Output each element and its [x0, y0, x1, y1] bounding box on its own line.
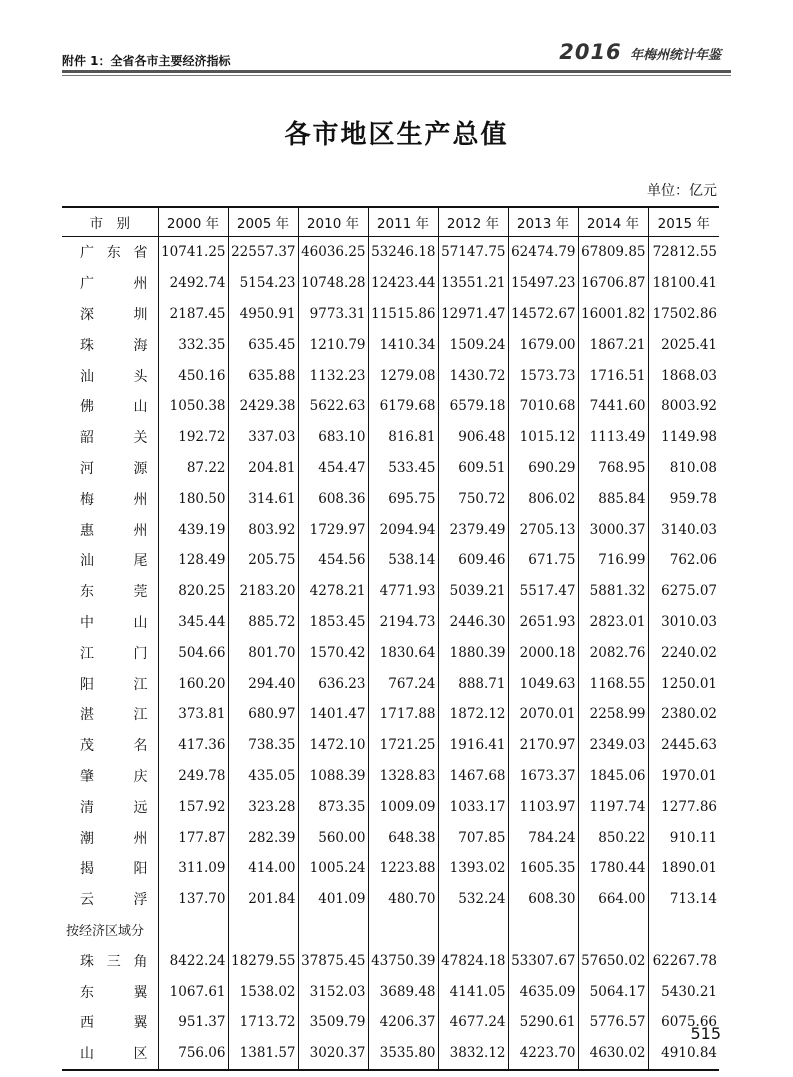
gdp-value: 2187.45 — [158, 299, 228, 330]
gdp-value: 1538.02 — [228, 976, 298, 1007]
gdp-value: 1103.97 — [508, 791, 578, 822]
table-row — [62, 761, 719, 792]
header-rule — [62, 70, 731, 73]
gdp-value: 636.23 — [298, 668, 368, 699]
gdp-value: 18100.41 — [648, 268, 719, 299]
page-number: 515 — [690, 1024, 721, 1043]
gdp-value: 4677.24 — [438, 1007, 508, 1038]
column-header: 2015 年 — [648, 207, 719, 237]
gdp-value: 3832.12 — [438, 1038, 508, 1070]
gdp-value: 16706.87 — [578, 268, 648, 299]
gdp-value: 1729.97 — [298, 514, 368, 545]
region-name: 东莞 — [80, 584, 148, 601]
gdp-value: 205.75 — [228, 545, 298, 576]
gdp-value: 4950.91 — [228, 299, 298, 330]
gdp-value: 1717.88 — [368, 699, 438, 730]
column-header: 2005 年 — [228, 207, 298, 237]
gdp-value: 13551.21 — [438, 268, 508, 299]
empty-cell — [578, 915, 648, 946]
gdp-value: 4223.70 — [508, 1038, 578, 1070]
gdp-value: 1113.49 — [578, 422, 648, 453]
gdp-value: 1605.35 — [508, 853, 578, 884]
gdp-value: 784.24 — [508, 822, 578, 853]
gdp-value: 816.81 — [368, 422, 438, 453]
gdp-value: 885.72 — [228, 607, 298, 638]
column-header: 2013 年 — [508, 207, 578, 237]
gdp-value: 1830.64 — [368, 637, 438, 668]
gdp-value: 9773.31 — [298, 299, 368, 330]
unit-label: 单位：亿元 — [647, 183, 717, 199]
gdp-value: 160.20 — [158, 668, 228, 699]
gdp-value: 137.70 — [158, 884, 228, 915]
gdp-value: 4278.21 — [298, 576, 368, 607]
table-row — [62, 822, 719, 853]
gdp-value: 1009.09 — [368, 791, 438, 822]
gdp-value: 192.72 — [158, 422, 228, 453]
section-label: 按经济区域分 — [66, 924, 145, 940]
gdp-value: 1210.79 — [298, 329, 368, 360]
gdp-value: 157.92 — [158, 791, 228, 822]
gdp-value: 762.06 — [648, 545, 719, 576]
gdp-value: 5776.57 — [578, 1007, 648, 1038]
gdp-value: 7010.68 — [508, 391, 578, 422]
gdp-value: 635.88 — [228, 360, 298, 391]
gdp-value: 713.14 — [648, 884, 719, 915]
gdp-value: 2349.03 — [578, 730, 648, 761]
gdp-value: 2025.41 — [648, 329, 719, 360]
gdp-value: 454.47 — [298, 453, 368, 484]
table-row — [62, 422, 719, 453]
gdp-value: 1679.00 — [508, 329, 578, 360]
gdp-value: 15497.23 — [508, 268, 578, 299]
gdp-value: 6179.68 — [368, 391, 438, 422]
gdp-value: 1872.12 — [438, 699, 508, 730]
gdp-value: 314.61 — [228, 483, 298, 514]
gdp-value: 5517.47 — [508, 576, 578, 607]
gdp-value: 57147.75 — [438, 237, 508, 268]
gdp-value: 1381.57 — [228, 1038, 298, 1070]
empty-cell — [648, 915, 719, 946]
table-row — [62, 329, 719, 360]
gdp-value: 5430.21 — [648, 976, 719, 1007]
region-name: 云浮 — [80, 892, 148, 909]
gdp-value: 5881.32 — [578, 576, 648, 607]
gdp-value: 3152.03 — [298, 976, 368, 1007]
gdp-value: 1430.72 — [438, 360, 508, 391]
empty-cell — [438, 915, 508, 946]
gdp-value: 47824.18 — [438, 945, 508, 976]
gdp-value: 767.24 — [368, 668, 438, 699]
gdp-value: 1223.88 — [368, 853, 438, 884]
gdp-value: 2379.49 — [438, 514, 508, 545]
gdp-value: 1149.98 — [648, 422, 719, 453]
gdp-value: 1410.34 — [368, 329, 438, 360]
gdp-value: 7441.60 — [578, 391, 648, 422]
gdp-value: 43750.39 — [368, 945, 438, 976]
gdp-value: 1005.24 — [298, 853, 368, 884]
gdp-value: 46036.25 — [298, 237, 368, 268]
gdp-value: 401.09 — [298, 884, 368, 915]
gdp-value: 128.49 — [158, 545, 228, 576]
empty-cell — [228, 915, 298, 946]
gdp-value: 53246.18 — [368, 237, 438, 268]
region-name: 河源 — [80, 460, 148, 477]
gdp-value: 8003.92 — [648, 391, 719, 422]
gdp-value: 4630.02 — [578, 1038, 648, 1070]
region-name: 清远 — [80, 799, 148, 816]
table-row — [62, 668, 719, 699]
gdp-value: 2258.99 — [578, 699, 648, 730]
gdp-value: 16001.82 — [578, 299, 648, 330]
table-row — [62, 299, 719, 330]
table-row — [62, 976, 719, 1007]
gdp-value: 1277.86 — [648, 791, 719, 822]
gdp-value: 1033.17 — [438, 791, 508, 822]
gdp-value: 2651.93 — [508, 607, 578, 638]
gdp-value: 803.92 — [228, 514, 298, 545]
gdp-value: 1716.51 — [578, 360, 648, 391]
gdp-value: 680.97 — [228, 699, 298, 730]
gdp-value: 2445.63 — [648, 730, 719, 761]
gdp-value: 480.70 — [368, 884, 438, 915]
gdp-value: 1401.47 — [298, 699, 368, 730]
section-row — [62, 915, 719, 946]
gdp-value: 414.00 — [228, 853, 298, 884]
gdp-value: 1197.74 — [578, 791, 648, 822]
gdp-value: 801.70 — [228, 637, 298, 668]
gdp-value: 609.51 — [438, 453, 508, 484]
gdp-value: 5290.61 — [508, 1007, 578, 1038]
gdp-value: 1328.83 — [368, 761, 438, 792]
table-header-row — [62, 207, 719, 237]
gdp-value: 1673.37 — [508, 761, 578, 792]
page-title: 各市地区生产总值 — [284, 120, 509, 150]
gdp-value: 906.48 — [438, 422, 508, 453]
column-header: 2010 年 — [298, 207, 368, 237]
gdp-value: 1472.10 — [298, 730, 368, 761]
gdp-value: 1015.12 — [508, 422, 578, 453]
gdp-value: 4635.09 — [508, 976, 578, 1007]
gdp-value: 5039.21 — [438, 576, 508, 607]
empty-cell — [368, 915, 438, 946]
region-name: 西翼 — [80, 1015, 148, 1032]
gdp-value: 10741.25 — [158, 237, 228, 268]
gdp-value: 1721.25 — [368, 730, 438, 761]
empty-cell — [508, 915, 578, 946]
gdp-value: 648.38 — [368, 822, 438, 853]
gdp-value: 2000.18 — [508, 637, 578, 668]
gdp-value: 1132.23 — [298, 360, 368, 391]
gdp-value: 951.37 — [158, 1007, 228, 1038]
gdp-value: 1279.08 — [368, 360, 438, 391]
region-name: 深圳 — [80, 306, 148, 323]
gdp-value: 2082.76 — [578, 637, 648, 668]
gdp-value: 53307.67 — [508, 945, 578, 976]
table-row — [62, 391, 719, 422]
table-row — [62, 1038, 719, 1070]
region-name: 汕头 — [80, 368, 148, 385]
column-header: 2014 年 — [578, 207, 648, 237]
gdp-value: 8422.24 — [158, 945, 228, 976]
gdp-value: 1713.72 — [228, 1007, 298, 1038]
empty-cell — [158, 915, 228, 946]
gdp-value: 4771.93 — [368, 576, 438, 607]
region-name: 惠州 — [80, 522, 148, 539]
gdp-value: 5622.63 — [298, 391, 368, 422]
gdp-value: 249.78 — [158, 761, 228, 792]
gdp-value: 2380.02 — [648, 699, 719, 730]
region-name: 汕尾 — [80, 553, 148, 570]
gdp-value: 12971.47 — [438, 299, 508, 330]
gdp-value: 1393.02 — [438, 853, 508, 884]
gdp-value: 532.24 — [438, 884, 508, 915]
column-header: 2012 年 — [438, 207, 508, 237]
gdp-value: 888.71 — [438, 668, 508, 699]
region-name: 阳江 — [80, 676, 148, 693]
table-row — [62, 637, 719, 668]
gdp-value: 1250.01 — [648, 668, 719, 699]
gdp-value: 1970.01 — [648, 761, 719, 792]
gdp-value: 2705.13 — [508, 514, 578, 545]
table-row — [62, 268, 719, 299]
table-body — [62, 237, 719, 1070]
gdp-value: 311.09 — [158, 853, 228, 884]
table-row — [62, 884, 719, 915]
region-name: 山区 — [62, 1038, 158, 1070]
gdp-value: 806.02 — [508, 483, 578, 514]
table-row — [62, 514, 719, 545]
gdp-value: 337.03 — [228, 422, 298, 453]
gdp-value: 62267.78 — [648, 945, 719, 976]
gdp-value: 1088.39 — [298, 761, 368, 792]
gdp-value: 707.85 — [438, 822, 508, 853]
gdp-value: 1916.41 — [438, 730, 508, 761]
gdp-value: 345.44 — [158, 607, 228, 638]
gdp-value: 1853.45 — [298, 607, 368, 638]
region-name: 肇庆 — [80, 768, 148, 785]
table-row — [62, 360, 719, 391]
gdp-value: 2240.02 — [648, 637, 719, 668]
table-row — [62, 483, 719, 514]
gdp-value: 1067.61 — [158, 976, 228, 1007]
table-row — [62, 453, 719, 484]
gdp-value: 538.14 — [368, 545, 438, 576]
gdp-value: 2070.01 — [508, 699, 578, 730]
gdp-value: 873.35 — [298, 791, 368, 822]
gdp-value: 1780.44 — [578, 853, 648, 884]
gdp-table — [62, 206, 719, 1071]
gdp-value: 450.16 — [158, 360, 228, 391]
gdp-value: 4910.84 — [648, 1038, 719, 1070]
gdp-value: 72812.55 — [648, 237, 719, 268]
gdp-value: 332.35 — [158, 329, 228, 360]
gdp-value: 373.81 — [158, 699, 228, 730]
gdp-value: 10748.28 — [298, 268, 368, 299]
gdp-value: 14572.67 — [508, 299, 578, 330]
gdp-value: 2429.38 — [228, 391, 298, 422]
table-row — [62, 576, 719, 607]
empty-cell — [298, 915, 368, 946]
gdp-value: 533.45 — [368, 453, 438, 484]
gdp-value: 1880.39 — [438, 637, 508, 668]
region-name: 江门 — [80, 645, 148, 662]
running-header-left: 附件 1：全省各市主要经济指标 — [62, 54, 231, 68]
gdp-value: 608.36 — [298, 483, 368, 514]
gdp-value: 1049.63 — [508, 668, 578, 699]
table-row — [62, 791, 719, 822]
region-name: 广东省 — [80, 245, 148, 262]
gdp-value: 417.36 — [158, 730, 228, 761]
table-row — [62, 699, 719, 730]
region-name: 揭阳 — [80, 861, 148, 878]
gdp-value: 454.56 — [298, 545, 368, 576]
running-header-right — [559, 40, 721, 64]
gdp-value: 504.66 — [158, 637, 228, 668]
table-row — [62, 945, 719, 976]
gdp-value: 768.95 — [578, 453, 648, 484]
gdp-value: 3140.03 — [648, 514, 719, 545]
gdp-value: 810.08 — [648, 453, 719, 484]
gdp-value: 664.00 — [578, 884, 648, 915]
gdp-value: 37875.45 — [298, 945, 368, 976]
region-name: 潮州 — [80, 830, 148, 847]
region-name: 珠海 — [80, 337, 148, 354]
gdp-value: 3535.80 — [368, 1038, 438, 1070]
gdp-value: 2183.20 — [228, 576, 298, 607]
gdp-value: 560.00 — [298, 822, 368, 853]
gdp-value: 12423.44 — [368, 268, 438, 299]
gdp-value: 282.39 — [228, 822, 298, 853]
yearbook-name: 年梅州统计年鉴 — [629, 48, 721, 63]
gdp-value: 683.10 — [298, 422, 368, 453]
gdp-value: 671.75 — [508, 545, 578, 576]
gdp-value: 439.19 — [158, 514, 228, 545]
gdp-value: 1050.38 — [158, 391, 228, 422]
gdp-value: 1467.68 — [438, 761, 508, 792]
gdp-value: 4141.05 — [438, 976, 508, 1007]
gdp-value: 1868.03 — [648, 360, 719, 391]
gdp-value: 850.22 — [578, 822, 648, 853]
gdp-value: 6579.18 — [438, 391, 508, 422]
gdp-value: 204.81 — [228, 453, 298, 484]
gdp-value: 201.84 — [228, 884, 298, 915]
region-name: 佛山 — [80, 399, 148, 416]
region-name: 广州 — [80, 276, 148, 293]
gdp-value: 820.25 — [158, 576, 228, 607]
gdp-value: 695.75 — [368, 483, 438, 514]
header-rule-thin — [62, 75, 731, 76]
gdp-value: 2194.73 — [368, 607, 438, 638]
gdp-value: 11515.86 — [368, 299, 438, 330]
gdp-value: 3689.48 — [368, 976, 438, 1007]
gdp-value: 959.78 — [648, 483, 719, 514]
gdp-value: 1509.24 — [438, 329, 508, 360]
gdp-value: 3010.03 — [648, 607, 719, 638]
gdp-value: 5154.23 — [228, 268, 298, 299]
table-row — [62, 545, 719, 576]
table-row — [62, 853, 719, 884]
column-header: 2011 年 — [368, 207, 438, 237]
gdp-value: 750.72 — [438, 483, 508, 514]
gdp-value: 2492.74 — [158, 268, 228, 299]
gdp-value: 177.87 — [158, 822, 228, 853]
table-row — [62, 730, 719, 761]
gdp-value: 67809.85 — [578, 237, 648, 268]
region-name: 梅州 — [80, 491, 148, 508]
region-name: 中山 — [80, 614, 148, 631]
gdp-value: 2823.01 — [578, 607, 648, 638]
gdp-value: 1845.06 — [578, 761, 648, 792]
gdp-value: 22557.37 — [228, 237, 298, 268]
gdp-value: 87.22 — [158, 453, 228, 484]
gdp-value: 3020.37 — [298, 1038, 368, 1070]
gdp-value: 6275.07 — [648, 576, 719, 607]
yearbook-year: 2016 — [559, 40, 622, 64]
gdp-value: 738.35 — [228, 730, 298, 761]
region-name: 东翼 — [80, 984, 148, 1001]
gdp-value: 3000.37 — [578, 514, 648, 545]
gdp-value: 910.11 — [648, 822, 719, 853]
region-name: 珠三角 — [80, 953, 148, 970]
gdp-value: 294.40 — [228, 668, 298, 699]
gdp-value: 608.30 — [508, 884, 578, 915]
gdp-value: 1573.73 — [508, 360, 578, 391]
region-name: 韶关 — [80, 430, 148, 447]
table-row — [62, 237, 719, 268]
gdp-value: 885.84 — [578, 483, 648, 514]
column-header: 市 别 — [62, 207, 158, 237]
gdp-value: 2446.30 — [438, 607, 508, 638]
gdp-value: 6075.66 — [648, 1007, 719, 1038]
gdp-value: 1867.21 — [578, 329, 648, 360]
gdp-value: 1570.42 — [298, 637, 368, 668]
region-name: 茂名 — [80, 738, 148, 755]
gdp-value: 635.45 — [228, 329, 298, 360]
gdp-value: 716.99 — [578, 545, 648, 576]
table-row — [62, 1007, 719, 1038]
gdp-value: 609.46 — [438, 545, 508, 576]
gdp-value: 435.05 — [228, 761, 298, 792]
table-row — [62, 607, 719, 638]
gdp-value: 1890.01 — [648, 853, 719, 884]
gdp-value: 1168.55 — [578, 668, 648, 699]
gdp-value: 323.28 — [228, 791, 298, 822]
gdp-value: 756.06 — [158, 1038, 228, 1070]
gdp-value: 57650.02 — [578, 945, 648, 976]
column-header: 2000 年 — [158, 207, 228, 237]
gdp-value: 690.29 — [508, 453, 578, 484]
gdp-value: 3509.79 — [298, 1007, 368, 1038]
gdp-value: 180.50 — [158, 483, 228, 514]
gdp-value: 4206.37 — [368, 1007, 438, 1038]
gdp-value: 2170.97 — [508, 730, 578, 761]
gdp-value: 18279.55 — [228, 945, 298, 976]
gdp-value: 62474.79 — [508, 237, 578, 268]
region-name: 湛江 — [80, 707, 148, 724]
gdp-value: 5064.17 — [578, 976, 648, 1007]
gdp-value: 17502.86 — [648, 299, 719, 330]
gdp-value: 2094.94 — [368, 514, 438, 545]
